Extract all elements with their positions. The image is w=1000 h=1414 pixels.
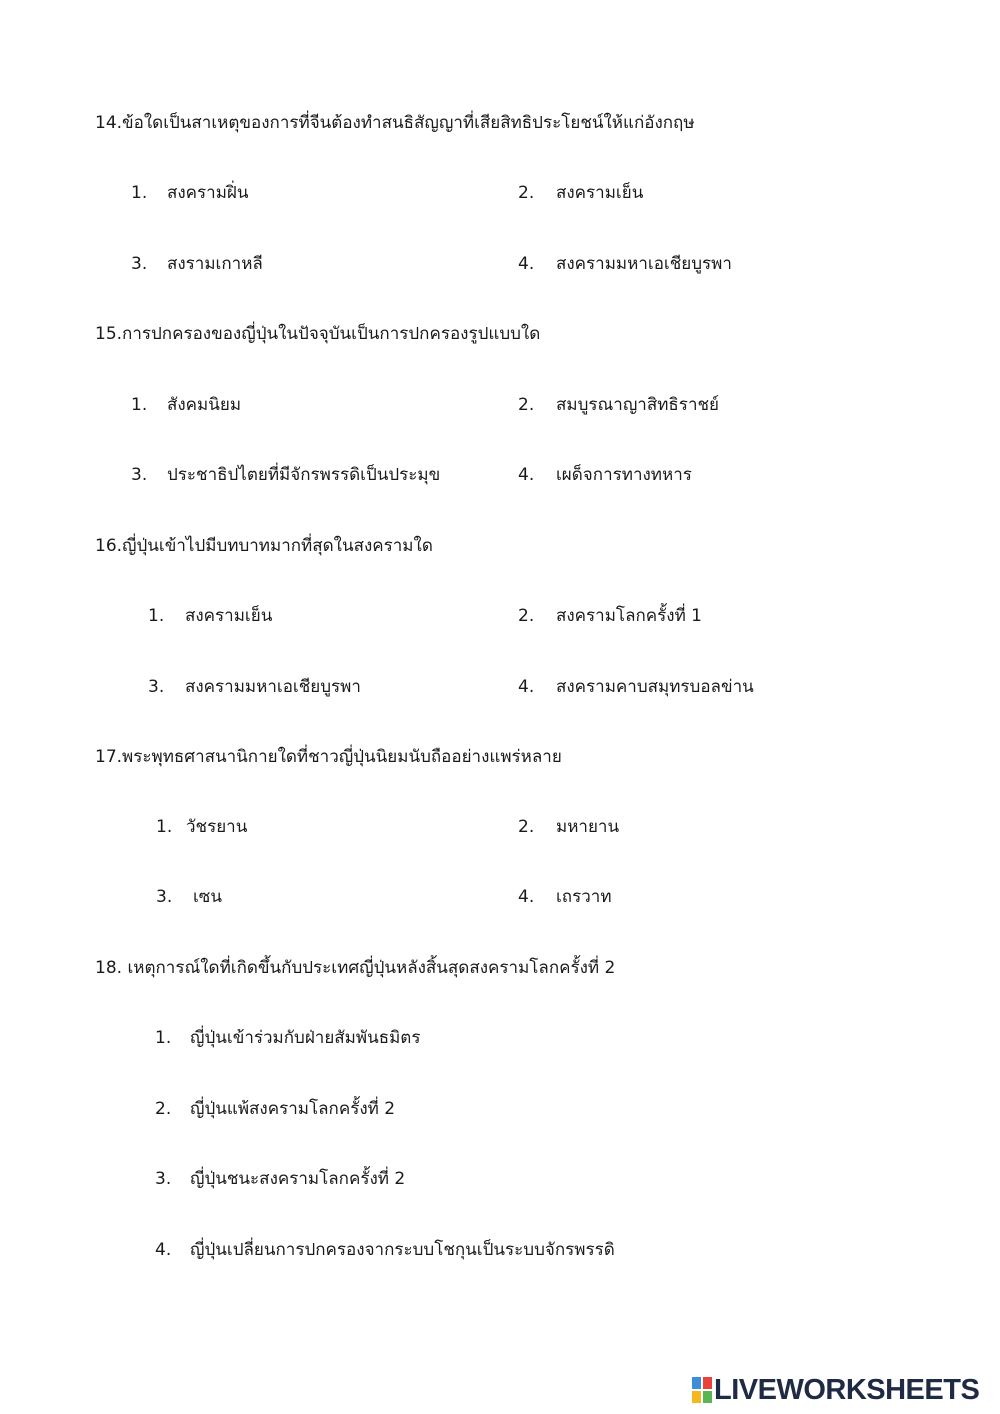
question-18-option-4-text: ญี่ปุ่นเปลี่ยนการปกครองจากระบบโชกุนเป็นระบบจักรพรรดิ: [190, 1240, 615, 1260]
question-16-text: 16.ญี่ปุ่นเข้าไปมีบทบาทมากที่สุดในสงครามใด: [95, 536, 433, 556]
logo-mark-square-1: [692, 1377, 701, 1389]
question-17-option-1-number: 1.: [156, 817, 173, 837]
question-18-option-1-number: 1.: [155, 1028, 172, 1048]
liveworksheets-logo-mark-icon: [692, 1377, 712, 1403]
question-15-option-1-number: 1.: [131, 395, 148, 415]
question-14-text: 14.ข้อใดเป็นสาเหตุของการที่จีนต้องทำสนธิสัญญาที่เสียสิทธิประโยชน์ให้แก่อังกฤษ: [95, 113, 695, 133]
liveworksheets-logo-text: LIVEWORKSHEETS: [714, 1373, 980, 1406]
question-17-option-4-number: 4.: [518, 887, 535, 907]
question-16-option-2-text: สงครามโลกครั้งที่ 1: [556, 606, 703, 626]
question-16-option-3-number: 3.: [148, 677, 165, 697]
question-16-option-1-text: สงครามเย็น: [185, 606, 273, 626]
question-17-option-3-text: เซน: [193, 887, 222, 907]
question-16-option-2-number: 2.: [518, 606, 535, 626]
question-14-option-2-text: สงครามเย็น: [556, 183, 644, 203]
question-16-option-1-number: 1.: [148, 606, 165, 626]
question-16-option-3-text: สงครามมหาเอเชียบูรพา: [185, 677, 361, 697]
question-14-option-3-text: สงรามเกาหลี: [167, 254, 263, 274]
question-14-option-1-number: 1.: [131, 183, 148, 203]
question-14-option-4-number: 4.: [518, 254, 535, 274]
question-14-option-1-text: สงครามฝิ่น: [167, 183, 249, 203]
question-17-option-4-text: เถรวาท: [556, 887, 612, 907]
logo-mark-square-4: [703, 1391, 712, 1403]
question-14-option-2-number: 2.: [518, 183, 535, 203]
question-15-option-2-text: สมบูรณาญาสิทธิราชย์: [556, 395, 719, 415]
liveworksheets-logo: [692, 1374, 979, 1406]
question-17-option-3-number: 3.: [156, 887, 173, 907]
question-18-option-3-text: ญี่ปุ่นชนะสงครามโลกครั้งที่ 2: [190, 1169, 406, 1189]
question-18-option-1-text: ญี่ปุ่นเข้าร่วมกับฝ่ายสัมพันธมิตร: [190, 1028, 421, 1048]
question-18-text: 18. เหตุการณ์ใดที่เกิดขึ้นกับประเทศญี่ปุ่นหลังสิ้นสุดสงครามโลกครั้งที่ 2: [95, 958, 616, 978]
question-14-option-3-number: 3.: [131, 254, 148, 274]
question-15-option-1-text: สังคมนิยม: [167, 395, 242, 415]
question-17-text: 17.พระพุทธศาสนานิกายใดที่ชาวญี่ปุ่นนิยมนับถืออย่างแพร่หลาย: [95, 747, 562, 767]
question-15-option-4-text: เผด็จการทางทหาร: [556, 465, 692, 485]
question-16-option-4-text: สงครามคาบสมุทรบอลข่าน: [556, 677, 754, 697]
question-15-option-3-number: 3.: [131, 465, 148, 485]
logo-mark-square-2: [703, 1377, 712, 1389]
question-17-option-2-text: มหายาน: [556, 817, 620, 837]
question-18-option-2-text: ญี่ปุ่นแพ้สงครามโลกครั้งที่ 2: [190, 1099, 396, 1119]
question-18-option-3-number: 3.: [155, 1169, 172, 1189]
question-15-text: 15.การปกครองของญี่ปุ่นในปัจจุบันเป็นการปกครองรูปแบบใด: [95, 324, 541, 344]
question-16-option-4-number: 4.: [518, 677, 535, 697]
question-14-option-4-text: สงครามมหาเอเชียบูรพา: [556, 254, 732, 274]
question-15-option-4-number: 4.: [518, 465, 535, 485]
question-17-option-2-number: 2.: [518, 817, 535, 837]
question-15-option-2-number: 2.: [518, 395, 535, 415]
question-18-option-2-number: 2.: [155, 1099, 172, 1119]
question-15-option-3-text: ประชาธิปไตยที่มีจักรพรรดิเป็นประมุข: [167, 465, 441, 485]
question-17-option-1-text: วัชรยาน: [186, 817, 248, 837]
logo-mark-square-3: [692, 1391, 701, 1403]
question-18-option-4-number: 4.: [155, 1240, 172, 1260]
